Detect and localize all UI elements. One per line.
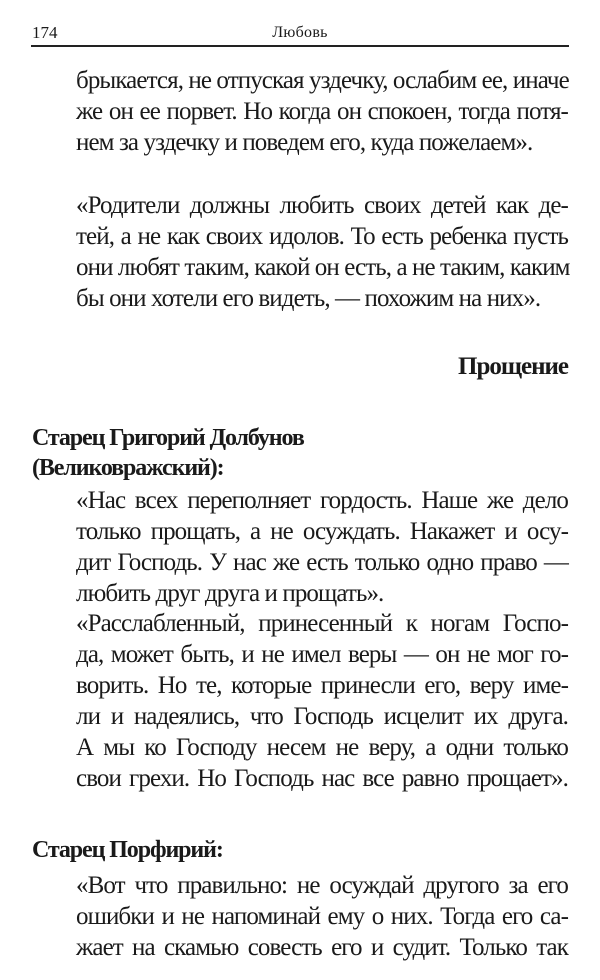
text-line: «Вот что правильно: не осуждай другого за его [76,872,568,899]
text-line: только прощать, а не осуждать. Накажет и осу- [76,518,568,545]
text-line: «Родители должны любить своих детей как де- [76,192,568,219]
section-heading: Прощение [458,353,568,380]
quote [76,485,568,609]
text-line: «Расслабленный, принесенный к ногам Госпо- [76,610,568,637]
text-line: ворить. Но те, которые принесли его, веру име- [76,672,568,699]
text-line: нем за уздечку и поведем его, куда пожелаем». [76,129,533,156]
author-name-cont: (Великовражский): [32,455,224,481]
header-rule [31,45,569,47]
text-line: А мы ко Господу несем не веру, а одни только [76,734,568,761]
author-name: Старец Порфирий: [32,837,223,863]
text-line: свои грехи. Но Господь нас все равно прощает». [76,765,568,792]
text-line: дит Господь. У нас же есть только одно право — [76,549,568,576]
text-line: «Нас всех переполняет гордость. Наше же дело [76,487,568,514]
text-line: же он ее порвет. Но когда он спокоен, тогда потя- [76,98,568,125]
text-line: ошибки и не напоминай ему о них. Тогда его са- [76,903,568,930]
quote [76,608,568,794]
paragraph [76,190,568,314]
text-line: ли и надеялись, что Господь исцелит их друга. [76,703,568,730]
text-line: тей, а не как своих идолов. То есть ребенка пусть [76,223,568,250]
text-line: они любят таким, какой он есть, а не таким, каким [76,254,570,281]
paragraph [76,65,568,158]
text-line: жает на скамью совесть его и судит. Только так [76,934,568,961]
text-line: бы они хотели его видеть, — похожим на них». [76,285,541,312]
running-head: Любовь [272,24,328,41]
text-line: брыкается, не отпуская уздечку, ослабим ее, иначе [76,67,569,94]
page-number: 174 [32,23,58,42]
text-line: любить друг друга и прощать». [76,580,384,607]
text-line: да, может быть, и не имел веры — он не мог го- [76,641,568,668]
quote [76,870,568,963]
author-name: Старец Григорий Долбунов [32,425,304,451]
